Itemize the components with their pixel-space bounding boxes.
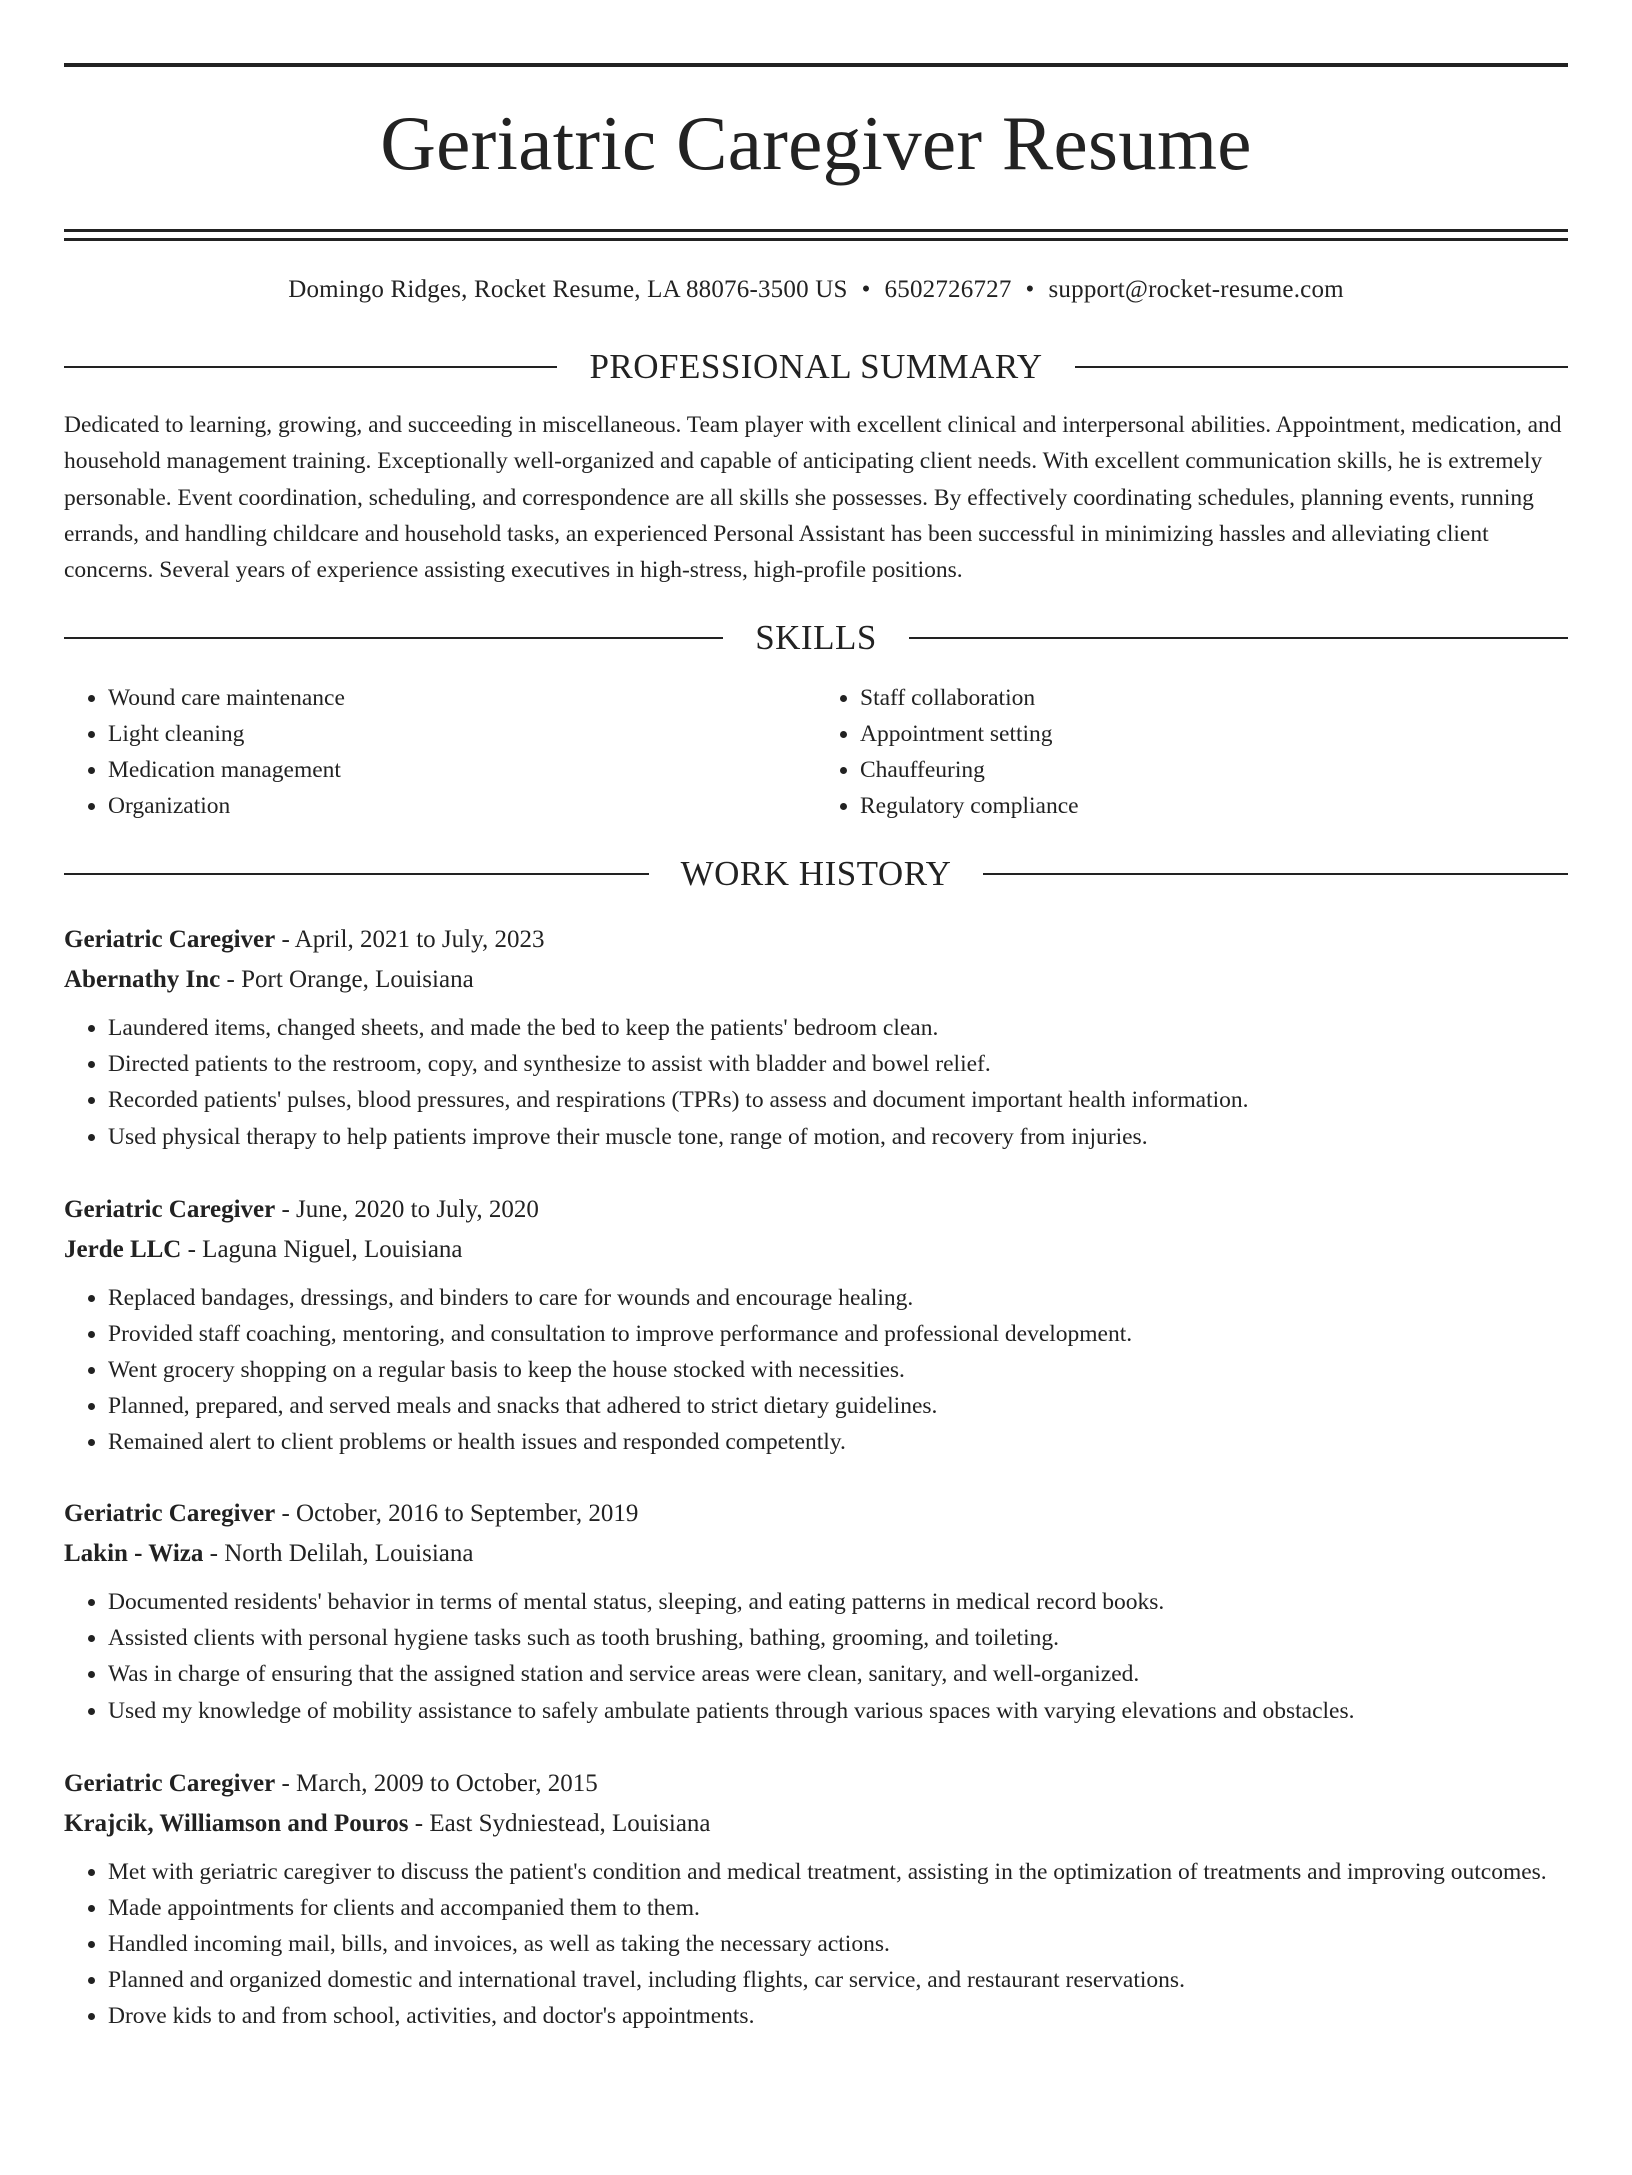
job-duty: • Documented residents' behavior in terms of mental status, sleeping, and eating patterns in medical record books. — [108, 1584, 1568, 1620]
job-dates: - April, 2021 to July, 2023 — [275, 926, 545, 954]
heading-rule-right — [1075, 366, 1568, 368]
job-title: Geriatric Caregiver — [64, 1196, 276, 1224]
job-duty: • Replaced bandages, dressings, and binders to care for wounds and encourage healing. — [108, 1280, 1568, 1316]
job-duties-list — [64, 1584, 1568, 1730]
job-title-line — [64, 1764, 1568, 1804]
work-heading-label: WORK HISTORY — [680, 854, 952, 894]
heading-rule-left — [64, 873, 649, 875]
heading-rule-right — [909, 637, 1568, 639]
skill-item: • Staff collaboration — [860, 680, 1568, 716]
contact-address: Domingo Ridges, Rocket Resume, LA 88076-3500 US — [288, 276, 848, 303]
job-location: - Laguna Niguel, Louisiana — [181, 1236, 463, 1264]
job-company: Jerde LLC — [64, 1236, 182, 1264]
job-duty: • Used physical therapy to help patients improve their muscle tone, range of motion, and recovery from injuries. — [108, 1118, 1568, 1156]
job-duty: • Planned, prepared, and served meals and snacks that adhered to strict dietary guidelines. — [108, 1388, 1568, 1424]
job-duty: • Drove kids to and from school, activities, and doctor's appointments. — [108, 1998, 1568, 2034]
job-entry — [64, 1494, 1568, 1730]
job-duty: • Planned and organized domestic and international travel, including flights, car service, and restaurant reservations. — [108, 1962, 1568, 1998]
resume-page — [0, 63, 1632, 2175]
skill-item: • Appointment setting — [860, 716, 1568, 752]
job-location: - Port Orange, Louisiana — [220, 966, 474, 994]
job-duty: • Used my knowledge of mobility assistance to safely ambulate patients through various spaces with varying elevations and obstacles. — [108, 1692, 1568, 1730]
job-company: Lakin - Wiza — [64, 1540, 204, 1568]
job-dates: - October, 2016 to September, 2019 — [275, 1500, 639, 1528]
skill-item: • Chauffeuring — [860, 752, 1568, 788]
job-company-line — [64, 960, 1568, 1000]
job-location: - East Sydniestead, Louisiana — [408, 1810, 711, 1838]
job-title: Geriatric Caregiver — [64, 1500, 276, 1528]
summary-text: Dedicated to learning, growing, and succeeding in miscellaneous. Team player with excellent clinical and interpersonal abilities. Appointment, medication, and household management training. Exceptionally well-organized and capable of anticipating client needs. With excellent communication skills, he is extremely personable. Event coordination, scheduling, and correspondence are all skills she possesses. By effectively coordinating schedules, planning events, running errands, and handling childcare and household tasks, an experienced Personal Assistant has been successful in minimizing hassles and alleviating client concerns. Several years of experience assisting executives in high-stress, high-profile positions. — [64, 412, 1562, 584]
job-title-line — [64, 1190, 1568, 1230]
job-duty: • Recorded patients' pulses, blood pressures, and respirations (TPRs) to assess and document important health information. — [108, 1082, 1568, 1118]
job-duties-list — [64, 1280, 1568, 1460]
job-duty: • Was in charge of ensuring that the assigned station and service areas were clean, sanitary, and well-organized. — [108, 1656, 1568, 1692]
heading-rule-left — [64, 366, 557, 368]
contact-phone: 6502726727 — [884, 276, 1012, 303]
skill-item: • Medication management — [108, 752, 816, 788]
top-rule — [64, 63, 1568, 67]
skill-item: • Wound care maintenance — [108, 680, 816, 716]
contact-separator: • — [861, 276, 871, 303]
skills-list — [64, 680, 1568, 824]
job-duties-list — [64, 1010, 1568, 1156]
contact-email: support@rocket-resume.com — [1048, 276, 1344, 303]
job-entry — [64, 1190, 1568, 1460]
job-duties-list — [64, 1854, 1568, 2034]
job-duty: • Met with geriatric caregiver to discuss the patient's condition and medical treatment, assisting in the optimization of treatments and improving outcomes. — [108, 1854, 1568, 1890]
job-company-line — [64, 1804, 1568, 1844]
job-title-line — [64, 920, 1568, 960]
job-duty: • Went grocery shopping on a regular basis to keep the house stocked with necessities. — [108, 1352, 1568, 1388]
work-section-heading — [64, 854, 1568, 894]
heading-rule-right — [983, 873, 1568, 875]
job-location: - North Delilah, Louisiana — [203, 1540, 474, 1568]
page-title: Geriatric Caregiver Resume — [380, 100, 1252, 186]
job-title: Geriatric Caregiver — [64, 926, 276, 954]
summary-heading-label: PROFESSIONAL SUMMARY — [589, 347, 1043, 386]
skills-section-heading — [64, 618, 1568, 658]
job-duty: • Handled incoming mail, bills, and invoices, as well as taking the necessary actions. — [108, 1926, 1568, 1962]
summary-section-heading — [64, 347, 1568, 387]
job-company-line — [64, 1230, 1568, 1270]
job-company-line — [64, 1534, 1568, 1574]
heading-rule-left — [64, 637, 723, 639]
job-title: Geriatric Caregiver — [64, 1770, 276, 1798]
job-company: Abernathy Inc — [64, 966, 221, 994]
contact-separator: • — [1025, 276, 1035, 303]
skills-column-left — [64, 680, 816, 824]
job-dates: - June, 2020 to July, 2020 — [275, 1196, 539, 1224]
contact-line — [64, 275, 1568, 305]
job-dates: - March, 2009 to October, 2015 — [275, 1770, 598, 1798]
title-double-rule — [64, 229, 1568, 241]
skills-column-right — [816, 680, 1568, 824]
job-entry — [64, 920, 1568, 1156]
skill-item: • Regulatory compliance — [860, 788, 1568, 824]
job-duty: • Laundered items, changed sheets, and made the bed to keep the patients' bedroom clean. — [108, 1010, 1568, 1046]
skill-item: • Organization — [108, 788, 816, 824]
skill-item: • Light cleaning — [108, 716, 816, 752]
job-duty: • Directed patients to the restroom, copy, and synthesize to assist with bladder and bowel relief. — [108, 1046, 1568, 1082]
skills-heading-label: SKILLS — [755, 618, 877, 658]
job-duty: • Remained alert to client problems or health issues and responded competently. — [108, 1424, 1568, 1460]
job-title-line — [64, 1494, 1568, 1534]
job-entry — [64, 1764, 1568, 2034]
job-duty: • Provided staff coaching, mentoring, and consultation to improve performance and professional development. — [108, 1316, 1568, 1352]
job-duty: • Assisted clients with personal hygiene tasks such as tooth brushing, bathing, grooming, and toileting. — [108, 1620, 1568, 1656]
job-duty: • Made appointments for clients and accompanied them to them. — [108, 1890, 1568, 1926]
job-company: Krajcik, Williamson and Pouros — [64, 1810, 409, 1838]
